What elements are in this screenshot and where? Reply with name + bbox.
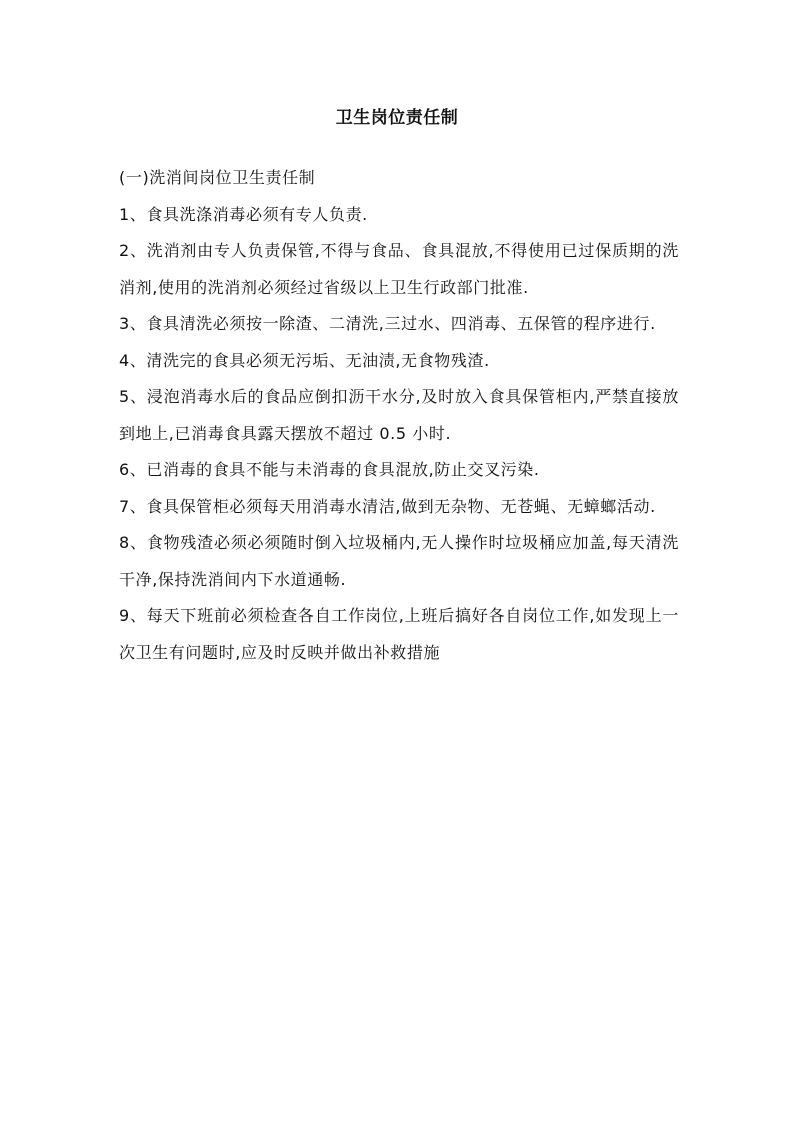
rule-item-2: 2、洗消剂由专人负责保管,不得与食品、食具混放,不得使用已过保质期的洗消剂,使用的洗消剂必须经过省级以上卫生行政部门批准. xyxy=(119,241,679,297)
rule-item-1: 1、食具洗涤消毒必须有专人负责. xyxy=(119,204,368,224)
rule-item-5: 5、浸泡消毒水后的食品应倒扣沥干水分,及时放入食具保管柜内,严禁直接放到地上,已消毒食具露天摆放不超过 0.5 小时. xyxy=(119,387,679,443)
rule-item-3: 3、食具清洗必须按一除渣、二清洗,三过水、四消毒、五保管的程序进行. xyxy=(119,314,656,333)
section-heading: (一)洗消间岗位卫生责任制 xyxy=(119,168,316,187)
rule-item-9: 9、每天下班前必须检查各自工作岗位,上班后搞好各自岗位工作,如发现上一次卫生有问题时,应及时反映并做出补救措施 xyxy=(119,606,679,662)
rule-item-7: 7、食具保管柜必须每天用消毒水清洁,做到无杂物、无苍蝇、无蟑螂活动. xyxy=(119,496,656,516)
rule-item-4: 4、清洗完的食具必须无污垢、无油渍,无食物残渣. xyxy=(119,350,490,370)
document-body xyxy=(119,160,679,671)
document-title: 卫生岗位责任制 xyxy=(335,108,459,128)
rule-item-6: 6、已消毒的食具不能与未消毒的食具混放,防止交叉污染. xyxy=(119,460,540,479)
rule-item-8: 8、食物残渣必须必须随时倒入垃圾桶内,无人操作时垃圾桶应加盖,每天清洗干净,保持洗消间内下水道通畅. xyxy=(119,533,679,589)
